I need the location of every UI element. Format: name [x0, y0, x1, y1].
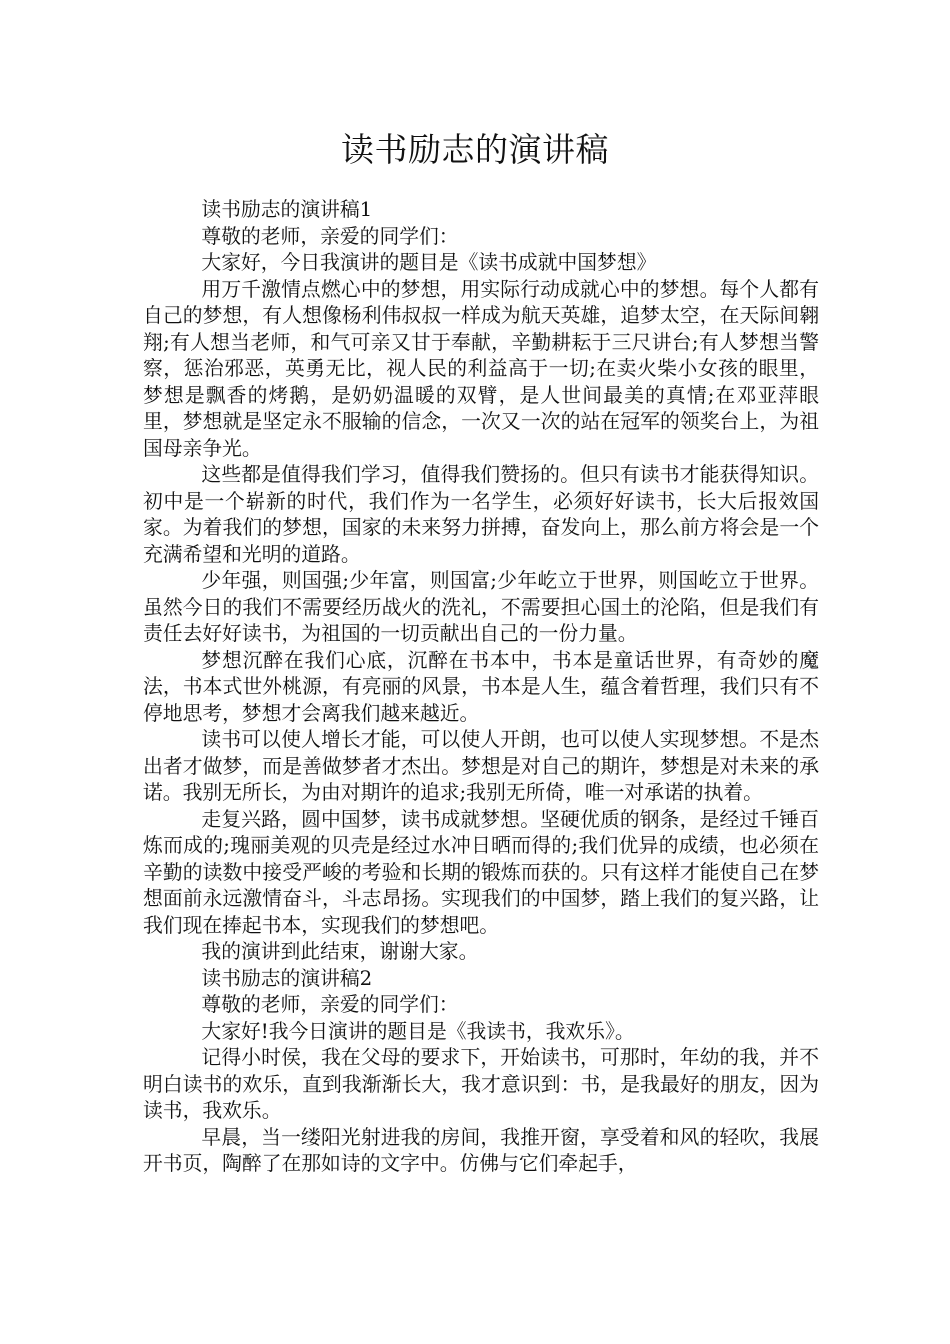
greeting-1: 尊敬的老师，亲爱的同学们：: [201, 224, 459, 248]
speech-heading-2: 读书励志的演讲稿2: [201, 966, 373, 990]
paragraph: 少年强，则国强;少年富，则国富;少年屹立于世界，则国屹立于世界。虽然今日的我们不需要经历战火的洗礼，不需要担心国土的沦陷，但是我们有责任去好好读书，为祖国的一切贡献出自己的一份力量。: [143, 569, 819, 645]
paragraph: 梦想沉醉在我们心底，沉醉在书本中，书本是童话世界，有奇妙的魔法，书本式世外桃源，有亮丽的风景，书本是人生，蕴含着哲理，我们只有不停地思考，梦想才会离我们越来越近。: [143, 648, 819, 725]
paragraph: 走复兴路，圆中国梦，读书成就梦想。坚硬优质的钢条，是经过千锤百炼而成的;瑰丽美观的贝壳是经过水冲日晒而得的;我们优异的成绩，也必须在辛勤的读数中接受严峻的考验和长期的锻炼而获的。只有这样才能使自己在梦想面前永远激情奋斗，斗志昂扬。实现我们的中国梦，踏上我们的复兴路，让我们现在捧起书本，实现我们的梦想吧。: [143, 807, 819, 937]
paragraph: 这些都是值得我们学习，值得我们赞扬的。但只有读书才能获得知识。初中是一个崭新的时代，我们作为一名学生，必须好好读书，长大后报效国家。为着我们的梦想，国家的未来努力拼搏，奋发向上，那么前方将会是一个充满希望和光明的道路。: [143, 463, 819, 566]
greeting-2: 尊敬的老师，亲爱的同学们：: [201, 993, 459, 1016]
speech-heading-1: 读书励志的演讲稿1: [201, 198, 373, 221]
paragraph: 记得小时侯，我在父母的要求下，开始读书，可那时，年幼的我，并不明白读书的欢乐，直到我渐渐长大，我才意识到：书，是我最好的朋友，因为读书，我欢乐。: [143, 1046, 819, 1122]
paragraph: 早晨，当一缕阳光射进我的房间，我推开窗，享受着和风的轻吹，我展开书页，陶醉了在那如诗的文字中。仿佛与它们牵起手，: [143, 1125, 819, 1175]
document-body: [143, 197, 819, 1178]
document-title: 读书励志的演讲稿: [341, 130, 609, 169]
intro-1: 大家好，今日我演讲的题目是《读书成就中国梦想》: [201, 251, 657, 274]
closing-1: 我的演讲到此结束，谢谢大家。: [201, 940, 479, 963]
paragraph: 读书可以使人增长才能，可以使人开朗，也可以使人实现梦想。不是杰出者才做梦，而是善做梦者才杰出。梦想是对自己的期许，梦想是对未来的承诺。我别无所长，为由对期许的追求;我别无所倚，唯一对承诺的执着。: [143, 728, 819, 804]
intro-2: 大家好!我今日演讲的题目是《我读书，我欢乐》。: [201, 1019, 635, 1043]
paragraph: 用万千激情点燃心中的梦想，用实际行动成就心中的梦想。每个人都有自己的梦想，有人想像杨利伟叔叔一样成为航天英雄，追梦太空，在天际间翱翔;有人想当老师，和气可亲又甘于奉献，辛勤耕耘于三尺讲台;有人梦想当警察，惩治邪恶，英勇无比，视人民的利益高于一切;在卖火柴小女孩的眼里，梦想是飘香的烤鹅，是奶奶温暖的双臂，是人世间最美的真情;在邓亚萍眼里，梦想就是坚定永不服输的信念，一次又一次的站在冠军的领奖台上，为祖国母亲争光。: [143, 277, 819, 460]
